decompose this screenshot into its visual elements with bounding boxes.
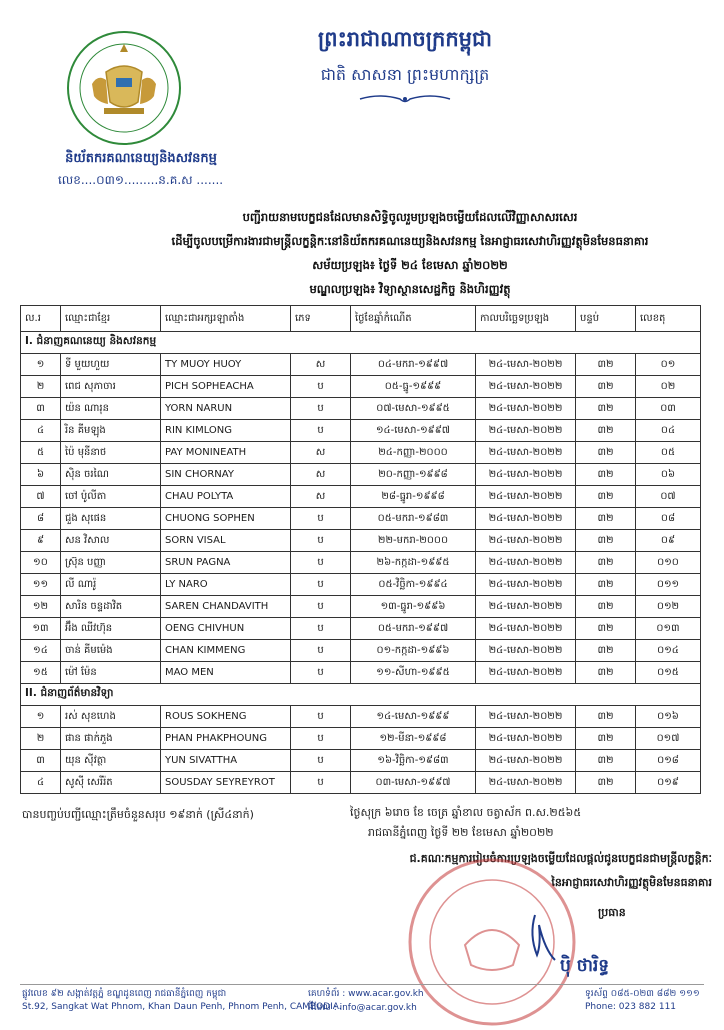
table-cell: ប	[291, 596, 351, 618]
table-cell: ១	[21, 706, 61, 728]
footer-divider	[20, 984, 704, 985]
section-title: I. ជំនាញគណនេយ្យ និងសវនកម្ម	[21, 332, 701, 354]
table-cell: ០១៤	[636, 640, 701, 662]
table-cell: ២៤-មេសា-២០២២	[476, 354, 576, 376]
table-cell: ១៥	[21, 662, 61, 684]
table-cell: ៣២	[576, 750, 636, 772]
table-cell: ប	[291, 728, 351, 750]
table-cell: ROUS SOKHENG	[161, 706, 291, 728]
table-cell: ៣២	[576, 728, 636, 750]
committee-subtitle: នៃអាជ្ញាធរសេវាហិរញ្ញវត្ថុមិនមែនធនាគារ	[551, 876, 712, 889]
table-cell: ១៣	[21, 618, 61, 640]
table-cell: ចៅ ប៉ូលីតា	[61, 486, 161, 508]
table-cell: ០៥-វិច្ឆិកា-១៩៩៤	[351, 574, 476, 596]
table-cell: SAREN CHANDAVITH	[161, 596, 291, 618]
section-header-row	[21, 684, 701, 706]
address-en: St.92, Sangkat Wat Phnom, Khan Daun Penh, Phnom Penh, CAMBODIA.	[22, 1002, 342, 1012]
table-cell: ១០	[21, 552, 61, 574]
table-cell: PICH SOPHEACHA	[161, 376, 291, 398]
table-cell: ៣២	[576, 442, 636, 464]
column-header: បន្ទប់	[576, 306, 636, 332]
table-cell: ២៤-មេសា-២០២២	[476, 420, 576, 442]
table-cell: ០១៩	[636, 772, 701, 794]
table-cell: រស់ សុខហេង	[61, 706, 161, 728]
table-cell: ២៨-ធ្នូរា-១៩៩៨	[351, 486, 476, 508]
table-cell: ២៤-មេសា-២០២២	[476, 618, 576, 640]
column-header: ឈ្មោះជាខ្មែរ	[61, 306, 161, 332]
table-cell: ៣២	[576, 662, 636, 684]
table-cell: ៦	[21, 464, 61, 486]
table-cell: ៣២	[576, 596, 636, 618]
table-cell: ស	[291, 442, 351, 464]
column-header: ឈ្មោះជាអក្សរឡាតាំង	[161, 306, 291, 332]
table-cell: ០១២	[636, 596, 701, 618]
table-cell: ៣២	[576, 530, 636, 552]
table-cell: ២៤-មេសា-២០២២	[476, 398, 576, 420]
table-cell: ប	[291, 706, 351, 728]
table-cell: ស៊ិន ចរណៃ	[61, 464, 161, 486]
table-cell: ០៥-មករា-១៩៨៣	[351, 508, 476, 530]
column-header: ល.រ	[21, 306, 61, 332]
table-cell: ០៣	[636, 398, 701, 420]
table-cell: ១៤-មេសា-១៩៩៧	[351, 420, 476, 442]
table-cell: ២៤-មេសា-២០២២	[476, 706, 576, 728]
table-cell: ២៤-មេសា-២០២២	[476, 750, 576, 772]
reference-number: លេខ....០៣១.........ន.គ.ស .......	[58, 173, 224, 187]
table-row	[21, 354, 701, 376]
table-cell: SRUN PAGNA	[161, 552, 291, 574]
table-cell: ២៤-មេសា-២០២២	[476, 508, 576, 530]
table-cell: សន វិសាល	[61, 530, 161, 552]
section-header-row	[21, 332, 701, 354]
table-cell: ១១-សីហា-១៩៩៥	[351, 662, 476, 684]
table-cell: ២៤-មេសា-២០២២	[476, 772, 576, 794]
table-cell: ៣២	[576, 486, 636, 508]
table-cell: ៣២	[576, 508, 636, 530]
table-row	[21, 640, 701, 662]
table-cell: ៣២	[576, 552, 636, 574]
table-cell: ៣២	[576, 464, 636, 486]
table-cell: ០៤	[636, 420, 701, 442]
heading-line-2: ដើម្បីចូលបម្រើការងារជាមន្ត្រីលក្ខន្តិកៈនៅនិយ័តករគណនេយ្យនិងសវនកម្ម នៃអាជ្ញាធរសេវាហិរញ្ញវត្ថុមិនមែនធនាគារ	[171, 234, 649, 248]
table-cell: ០៧-មេសា-១៩៩៥	[351, 398, 476, 420]
table-row	[21, 662, 701, 684]
table-cell: សារិន ចន្ទដាវិត	[61, 596, 161, 618]
table-cell: ១២	[21, 596, 61, 618]
table-row	[21, 420, 701, 442]
table-cell: ២៤-មេសា-២០២២	[476, 530, 576, 552]
table-cell: SORN VISAL	[161, 530, 291, 552]
column-header: លេខតុ	[636, 306, 701, 332]
table-cell: ចាន់ គីមម៉េង	[61, 640, 161, 662]
table-cell: ០១-កក្កដា-១៩៩៦	[351, 640, 476, 662]
table-cell: ៣២	[576, 772, 636, 794]
table-cell: ៥	[21, 442, 61, 464]
table-cell: SOUSDAY SEYREYROT	[161, 772, 291, 794]
table-cell: ស្រ៊ុន បញ្ញា	[61, 552, 161, 574]
table-cell: ៣២	[576, 376, 636, 398]
table-cell: ០៣-មេសា-១៩៩៧	[351, 772, 476, 794]
column-header: ថ្ងៃខែឆ្នាំកំណើត	[351, 306, 476, 332]
table-cell: YUN SIVATTHA	[161, 750, 291, 772]
heading-line-4: មណ្ឌលប្រឡង៖ វិទ្យាស្ថានសេដ្ឋកិច្ច និងហិរញ្ញវត្ថុ	[309, 282, 511, 296]
table-cell: ០៤-មករា-១៩៩៧	[351, 354, 476, 376]
table-row	[21, 464, 701, 486]
table-cell: OENG CHIVHUN	[161, 618, 291, 640]
candidate-table	[20, 305, 701, 794]
table-cell: ១៤	[21, 640, 61, 662]
table-cell: ប	[291, 530, 351, 552]
table-cell: ២៤-មេសា-២០២២	[476, 486, 576, 508]
place-date: រាជធានីភ្នំពេញ ថ្ងៃទី ២២ ខែមេសា ឆ្នាំ២០២២	[368, 826, 554, 839]
table-cell: ២៤-មេសា-២០២២	[476, 596, 576, 618]
table-cell: ៧	[21, 486, 61, 508]
table-cell: ៨	[21, 508, 61, 530]
table-cell: CHUONG SOPHEN	[161, 508, 291, 530]
table-cell: ០៨	[636, 508, 701, 530]
table-row	[21, 750, 701, 772]
table-cell: ០១៦	[636, 706, 701, 728]
table-cell: ប	[291, 640, 351, 662]
table-cell: ២៦-កក្កដា-១៩៩៥	[351, 552, 476, 574]
table-cell: ៣២	[576, 706, 636, 728]
table-cell: យ៉ន ណារុន	[61, 398, 161, 420]
table-cell: ៤	[21, 420, 61, 442]
kingdom-title: ព្រះរាជាណាចក្រកម្ពុជា	[317, 26, 492, 51]
table-cell: ប	[291, 772, 351, 794]
table-cell: ២៤-កញ្ញា-២០០០	[351, 442, 476, 464]
table-cell: ប៉ៃ មុនីនាថ	[61, 442, 161, 464]
table-cell: ០១៥	[636, 662, 701, 684]
table-cell: ៣	[21, 750, 61, 772]
table-cell: ប	[291, 398, 351, 420]
table-row	[21, 772, 701, 794]
table-cell: ២៤-មេសា-២០២២	[476, 376, 576, 398]
table-cell: SIN CHORNAY	[161, 464, 291, 486]
table-cell: ៣២	[576, 640, 636, 662]
table-row	[21, 442, 701, 464]
table-row	[21, 574, 701, 596]
email: អ៊ីមែល : info@acar.gov.kh	[308, 1003, 417, 1013]
table-cell: LY NARO	[161, 574, 291, 596]
table-cell: ២៤-មេសា-២០២២	[476, 442, 576, 464]
table-row	[21, 508, 701, 530]
table-row	[21, 618, 701, 640]
table-cell: ១៦-វិច្ឆិកា-១៩៨៣	[351, 750, 476, 772]
table-cell: ២២-មករា-២០០០	[351, 530, 476, 552]
table-cell: ៣២	[576, 420, 636, 442]
table-cell: ០៥	[636, 442, 701, 464]
table-cell: ប	[291, 376, 351, 398]
motto-ornament	[355, 92, 455, 106]
table-cell: ០៩	[636, 530, 701, 552]
table-row	[21, 486, 701, 508]
table-cell: YORN NARUN	[161, 398, 291, 420]
column-header: ភេទ	[291, 306, 351, 332]
table-cell: ៣២	[576, 354, 636, 376]
table-cell: ស	[291, 354, 351, 376]
table-row	[21, 376, 701, 398]
table-cell: ២៤-មេសា-២០២២	[476, 728, 576, 750]
table-cell: សូស៊ី សេរីរ៉ត	[61, 772, 161, 794]
table-cell: ១១	[21, 574, 61, 596]
table-cell: ២៤-មេសា-២០២២	[476, 662, 576, 684]
table-cell: PAY MONINEATH	[161, 442, 291, 464]
table-cell: ១២-មីនា-១៩៩៨	[351, 728, 476, 750]
acar-logo	[66, 30, 182, 146]
table-cell: ០១៧	[636, 728, 701, 750]
table-cell: រិន គីមឡុង	[61, 420, 161, 442]
table-cell: TY MUOY HUOY	[161, 354, 291, 376]
heading-line-3: សម័យប្រឡង៖ ថ្ងៃទី ២៤ ខែមេសា ឆ្នាំ២០២២	[312, 258, 508, 272]
table-cell: ២	[21, 728, 61, 750]
table-cell: ២៤-មេសា-២០២២	[476, 640, 576, 662]
chair-title: ប្រធាន	[598, 906, 626, 919]
table-row	[21, 596, 701, 618]
table-cell: អ៊ឹង ឈីវហ៊ុន	[61, 618, 161, 640]
table-cell: ០៥-ធ្នូ-១៩៩៩	[351, 376, 476, 398]
table-cell: ៩	[21, 530, 61, 552]
table-row	[21, 552, 701, 574]
lunar-date: ថ្ងៃសុក្រ ៦រោច ខែ ចេត្រ ឆ្នាំខាល ចត្វាស័ក ព.ស.២៥៦៥	[350, 806, 582, 819]
national-motto: ជាតិ សាសនា ព្រះមហាក្សត្រ	[320, 65, 490, 84]
table-cell: ប	[291, 508, 351, 530]
table-cell: លី ណារ៉ូ	[61, 574, 161, 596]
heading-line-1: បញ្ជីរាយនាមបេក្ខជនដែលមានសិទ្ធិចូលរួមប្រឡងចម្លើយដែលលើវិញ្ញាសាសរសេរ	[242, 210, 578, 224]
table-cell: ស	[291, 486, 351, 508]
table-cell: ២៤-មេសា-២០២២	[476, 574, 576, 596]
table-cell: ០១០	[636, 552, 701, 574]
table-cell: ពេជ សុភាចារ	[61, 376, 161, 398]
table-cell: CHAU POLYTA	[161, 486, 291, 508]
phone-kh: ទូរស័ព្ទ ០៨៥-០២៣ ៨៨២ ១១១	[585, 989, 700, 999]
table-cell: ១	[21, 354, 61, 376]
table-cell: ០១៣	[636, 618, 701, 640]
table-cell: ១៣-ធ្នូរា-១៩៩៦	[351, 596, 476, 618]
table-cell: ២	[21, 376, 61, 398]
table-cell: ប	[291, 618, 351, 640]
committee-title: ជ.គណៈកម្មការរៀបចំការប្រឡងចម្លើយដែលផ្ដល់ជូនបេក្ខជនជាមន្ត្រីលក្ខន្តិកៈ	[409, 852, 712, 865]
table-cell: ០៦	[636, 464, 701, 486]
table-cell: ប	[291, 662, 351, 684]
table-row	[21, 398, 701, 420]
table-cell: ០២	[636, 376, 701, 398]
website: គេហទំព័រ : www.acar.gov.kh	[308, 989, 424, 999]
table-cell: ៣២	[576, 398, 636, 420]
phone-en: Phone: 023 882 111	[585, 1002, 677, 1012]
section-title: II. ជំនាញព័ត៌មានវិទ្យា	[21, 684, 701, 706]
table-cell: ២០-កញ្ញា-១៩៩៨	[351, 464, 476, 486]
table-cell: ប	[291, 750, 351, 772]
table-cell: ០៧	[636, 486, 701, 508]
table-cell: RIN KIMLONG	[161, 420, 291, 442]
table-cell: ០១	[636, 354, 701, 376]
address-kh: ផ្លូវលេខ ៩២ សង្កាត់វត្តភ្នំ ខណ្ឌដូនពេញ រាជធានីភ្នំពេញ កម្ពុជា	[22, 989, 227, 999]
table-cell: ៣២	[576, 574, 636, 596]
table-cell: MAO MEN	[161, 662, 291, 684]
column-header: កាលបរិច្ឆេទប្រឡង	[476, 306, 576, 332]
table-cell: ២៤-មេសា-២០២២	[476, 552, 576, 574]
table-cell: ប	[291, 574, 351, 596]
table-row	[21, 530, 701, 552]
table-cell: ៣	[21, 398, 61, 420]
signer-name: ប៉ិ ថារិទ្ធ	[560, 956, 610, 976]
table-cell: ០៥-មករា-១៩៩៧	[351, 618, 476, 640]
table-header-row	[21, 306, 701, 332]
table-cell: ប	[291, 420, 351, 442]
table-row	[21, 706, 701, 728]
table-cell: ២៤-មេសា-២០២២	[476, 464, 576, 486]
table-cell: ៣២	[576, 618, 636, 640]
org-name: និយ័តករគណនេយ្យនិងសវនកម្ម	[65, 151, 217, 166]
table-cell: ស	[291, 464, 351, 486]
table-row	[21, 728, 701, 750]
table-cell: យុន ស៊ីវត្ថា	[61, 750, 161, 772]
table-cell: ១៤-មេសា-១៩៩៩	[351, 706, 476, 728]
table-cell: PHAN PHAKPHOUNG	[161, 728, 291, 750]
table-cell: ៤	[21, 772, 61, 794]
table-cell: ០១៨	[636, 750, 701, 772]
table-cell: ជួង សុផេន	[61, 508, 161, 530]
table-cell: ផាន ផាក់ភួង	[61, 728, 161, 750]
table-cell: ម៉ៅ ម៉ែន	[61, 662, 161, 684]
table-cell: ទី មួយហួយ	[61, 354, 161, 376]
total-count-note: បានបញ្ចប់បញ្ជីឈ្មោះត្រឹមចំនួនសរុប ១៩នាក់ (ស្រី៤នាក់)	[22, 808, 254, 821]
table-cell: ប	[291, 552, 351, 574]
table-cell: ០១១	[636, 574, 701, 596]
table-cell: CHAN KIMMENG	[161, 640, 291, 662]
